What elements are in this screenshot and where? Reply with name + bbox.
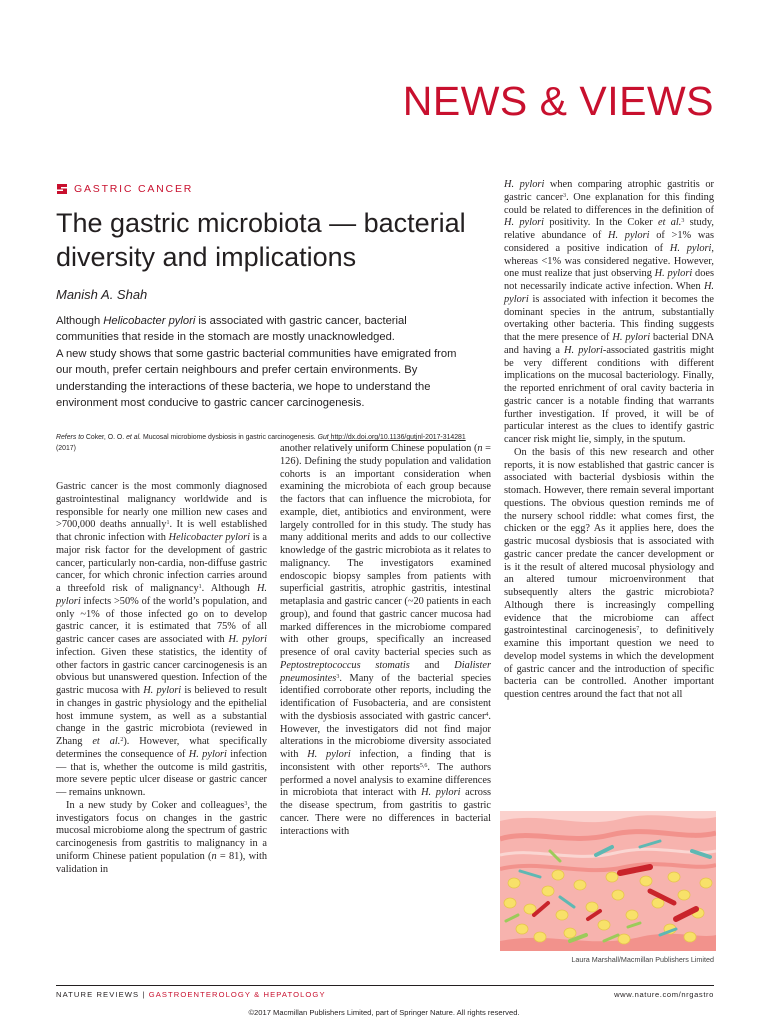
cell-shape	[626, 910, 638, 920]
body-text: study, relative abundance of	[504, 217, 714, 241]
journal-name: NATURE REVIEWS |	[56, 990, 149, 999]
body-paragraph	[56, 481, 267, 800]
standfirst-species: Helicobacter pylori	[103, 315, 196, 327]
body-text: , the investigators focus on changes in the gastric mucosal microbiome along the spectrum of gastric carcinogenesis from gastritis to malignancy in a uniform Chinese patient population (	[56, 799, 267, 862]
reference-marker: 1	[198, 584, 202, 590]
italic-term: n	[477, 443, 483, 454]
category-icon	[56, 183, 68, 195]
body-text: On the basis of this new research and other reports, it is now established that gastric cancer is associated with bacterial dysbiosis within the stomach. However, there remain several important questions. The obvious question reminds me of the nursery school riddle: what comes first, the chicken or the egg? As it applies here, does the gastric mucosal dysbiosis that is associated with gastric cancer predate the cancer development or is it the result of altered mucosal physiology and an altered tumour microenvironment that subsequently alters the gastric microbiota? Although there is increasingly compelling evidence that the microbiome can affect gastrointestinal carcinogenesis	[504, 446, 714, 637]
bacteria-illustration	[500, 811, 716, 951]
cell-shape	[700, 878, 712, 888]
cell-shape	[552, 870, 564, 880]
author-name: Manish A. Shah	[56, 287, 148, 302]
italic-term: H. pylori	[143, 685, 182, 696]
category-tag	[56, 183, 193, 195]
italic-term: H. pylori	[564, 344, 603, 356]
italic-term: H. pylori	[612, 332, 651, 343]
italic-term: H. pylori	[228, 634, 267, 645]
body-text: ). However, what specifically determines the consequence of	[56, 736, 267, 760]
italic-term: et al.	[657, 217, 682, 229]
italic-term: n	[211, 850, 217, 862]
cell-shape	[516, 924, 528, 934]
body-column-1	[56, 481, 267, 876]
cell-shape	[556, 910, 568, 920]
refers-year: (2017)	[56, 445, 76, 452]
section-header: NEWS & VIEWS	[402, 78, 714, 124]
figure-illustration	[500, 811, 716, 951]
reference-marker: 2	[120, 737, 124, 743]
figure-credit: Laura Marshall/Macmillan Publishers Limited	[571, 955, 714, 964]
italic-term: Helicobacter pylori	[168, 532, 251, 543]
cell-shape	[586, 902, 598, 912]
standfirst-text: Although	[56, 315, 104, 327]
doi-link[interactable]: http://dx.doi.org/10.1136/gutjnl-2017-314281	[328, 434, 466, 441]
reference-marker: 3	[244, 800, 248, 807]
italic-term: H. pylori	[307, 749, 351, 760]
italic-term: H. pylori	[504, 281, 714, 305]
body-text: . The authors performed a novel analysis to examine differences in microbiota that interact with	[280, 761, 491, 799]
body-text: = 126). Defining the study population and validation cohorts is an important consideration when examining the microbiota of each group because the factors that can influence the microbiota, for example, diet, antibiotics and environment, were largely controlled for in this study. The study has many additional merits and adds to our collective knowledge of the gastric microbiota as it relates to malignancy. The investigators examined endoscopic biopsy samples from patients with superficial gastritis, atrophic gastritis, intestinal metaplasia and gastric cancer (~20 patients in each group), and found that gastric cancer mucosa had marked differences in the microbiome compared with other groups, specifically an increased presence of oral cavity bacterial species such as	[280, 443, 492, 658]
body-paragraph	[56, 800, 267, 877]
cell-shape	[534, 932, 546, 942]
italic-term: H. pylori	[669, 242, 712, 254]
body-text: and	[409, 659, 455, 671]
body-text: In a new study by Coker and colleagues	[66, 799, 245, 811]
italic-term: H. pylori	[654, 268, 693, 280]
refers-article: Mucosal microbiome dysbiosis in gastric carcinogenesis.	[141, 434, 318, 441]
body-text: across the disease spectrum, from gastritis to gastric cancer. There were no differences in bacterial interactions with	[280, 787, 491, 837]
cell-shape	[684, 932, 696, 942]
body-text: . Although	[201, 583, 257, 594]
body-paragraph	[504, 447, 714, 702]
reference-marker: 4	[485, 711, 489, 718]
cell-shape	[668, 872, 680, 882]
reference-marker: 3	[563, 192, 567, 199]
italic-term: H. pylori	[608, 230, 650, 241]
reference-marker: 1	[166, 520, 170, 527]
italic-term: H. pylori	[188, 748, 227, 760]
cell-shape	[612, 890, 624, 900]
reference-marker: 7	[636, 626, 640, 633]
italic-term: et al.	[92, 736, 121, 747]
body-text: is associated with infection it becomes the dominant species in the antrum, substantially overtaking other bacteria. This finding suggests that the mere presence of	[504, 293, 714, 343]
refers-citation: Coker, O. O.	[83, 434, 127, 441]
body-text: . Many of the bacterial species identified corroborate other reports, including the identification of Fusobacteria, and are consistent with the dysbiosis associated with gastric cancer	[280, 672, 491, 722]
italic-term: Dialister pneumosintes	[280, 659, 491, 684]
body-text: infection, a finding that is inconsistent with other reports	[280, 749, 491, 773]
reference-marker: 3	[336, 673, 340, 680]
body-text: infects >50% of the world’s population, and only ~1% of those infected go on to develop gastric cancer, it is estimated that 75% of all gastric cancer cases are associated with	[56, 595, 267, 645]
body-text: of >1% was considered a positive indication of	[504, 230, 714, 254]
body-text: , whereas <1% was considered negative. However, one must realize that just observing	[504, 242, 714, 280]
cell-shape	[508, 878, 520, 888]
body-text: Gastric cancer is the most commonly diagnosed gastrointestinal malignancy worldwide and is responsible for nearly one million new cases and >700,000 deaths annually	[56, 481, 267, 531]
body-text: does not necessarily indicate active infection. When	[504, 268, 715, 292]
body-text: bacterial DNA and having a	[504, 332, 715, 356]
body-text: . One explanation for this finding could be related to differences in the definition of	[504, 191, 715, 216]
cell-shape	[574, 880, 586, 890]
body-text: . It is well established that chronic infection with	[56, 519, 267, 543]
body-paragraph	[280, 443, 491, 838]
refers-etal: et al.	[126, 434, 142, 441]
journal-url[interactable]: www.nature.com/nrgastro	[614, 990, 714, 999]
cell-shape	[618, 934, 630, 944]
standfirst	[56, 313, 472, 411]
reference-marker: 3	[681, 218, 685, 225]
italic-term: Peptostreptococcus stomatis	[280, 659, 410, 671]
cell-shape	[678, 890, 690, 900]
body-column-2	[280, 443, 491, 838]
body-text: when comparing atrophic gastritis or gastric cancer	[504, 179, 714, 203]
body-text: is believed to result in changes in gastric physiology and the epithelial host immune system, as well as a substantial change in the gastric microbiota (reviewed in Zhang	[56, 685, 267, 747]
body-text: -associated gastritis might be very different conditions with different implications on the mucosal bacteriology. Finally, the reported enrichment of oral cavity bacteria in gastric cancer is a notable finding that warrants further investigation. If proved, it will be of particular interest as the clues to identify gastric cancer risk might lie, simply, in the sputum.	[504, 344, 714, 445]
reference-marker: 5,6	[419, 762, 428, 769]
body-text: . However, the investigators did not find major alterations in the microbiome diversity associated with	[280, 710, 491, 760]
standfirst-text: is associated with gastric cancer, bacterial communities that reside in the stomach are mostly unacknowledged.	[56, 315, 407, 344]
cell-shape	[598, 920, 610, 930]
category-label: GASTRIC CANCER	[74, 183, 194, 195]
cell-shape	[542, 886, 554, 896]
body-paragraph	[504, 179, 714, 447]
standfirst-paragraph: A new study shows that some gastric bacterial communities have emigrated from our mouth, prefer certain neighbours and prefer certain environments. By understanding the interactions of these bacteria, we hope to understand the environment most conducive to gastric cancer carcinogenesis.	[56, 347, 457, 410]
italic-term: H. pylori	[504, 179, 545, 190]
body-text: infection. Given these statistics, the identity of other factors in gastric cancer carcinogenesis is an obvious but unanswered question. Infection of the gastric mucosa with	[56, 646, 267, 696]
journal-section: GASTROENTEROLOGY & HEPATOLOGY	[148, 990, 326, 999]
italic-term: H. pylori	[504, 217, 545, 229]
body-text: infection — that is, whether the outcome is mild gastritis, more severe peptic ulcer disease or gastric cancer — remains unknown.	[56, 748, 267, 798]
refers-journal: Gut	[317, 434, 329, 441]
article-title: The gastric microbiota — bacterial diversity and implications	[56, 208, 466, 272]
footer-divider	[56, 985, 714, 986]
body-text: is a major risk factor for the development of gastric cancer, particularly non-cardia, non-diffuse gastric cancer, for which chronic infection carries around a threefold risk of malignancy	[56, 532, 267, 594]
body-text: , to definitively examine this important question we need to develop model systems in which the development of gastric cancer and the introduction of specific bacteria can be controlled. Another important question centres around the fact that not all	[504, 625, 714, 700]
body-text: = 81), with validation in	[56, 850, 268, 875]
refers-lead: Refers to	[56, 434, 84, 441]
cell-shape	[564, 928, 576, 938]
cell-shape	[504, 898, 516, 908]
footer-journal	[56, 990, 326, 999]
standfirst-paragraph	[56, 313, 472, 346]
body-text: positivity. In the Coker	[544, 217, 658, 229]
italic-term: H. pylori	[421, 787, 461, 799]
cell-shape	[640, 876, 652, 886]
copyright-notice: ©2017 Macmillan Publishers Limited, part of Springer Nature. All rights reserved.	[248, 1008, 520, 1017]
body-text: another relatively uniform Chinese population (	[280, 443, 478, 454]
cell-shape	[606, 872, 618, 882]
body-column-3	[504, 179, 714, 702]
italic-term: H. pylori	[56, 583, 268, 607]
